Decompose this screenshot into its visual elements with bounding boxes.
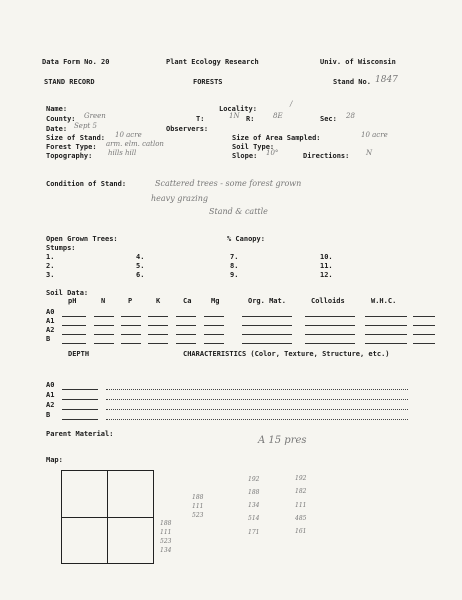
calc-1: 188 bbox=[248, 489, 260, 496]
soil-blank-line bbox=[148, 316, 168, 317]
tree-num: 3. bbox=[46, 271, 55, 279]
tree-num: 5. bbox=[136, 262, 145, 270]
soil-blank-line bbox=[176, 334, 196, 335]
soil-blank-line bbox=[121, 316, 141, 317]
county-value: Green bbox=[84, 112, 106, 120]
soil-blank-line bbox=[242, 325, 292, 326]
condition-line-1: Scattered trees - some forest grown bbox=[155, 179, 302, 188]
soil-blank-line bbox=[176, 316, 196, 317]
calc-3: 523 bbox=[192, 512, 204, 519]
note-a: A 15 pres bbox=[258, 435, 307, 446]
tree-num: 9. bbox=[230, 271, 239, 279]
depth-line bbox=[62, 419, 98, 420]
soil-col-header: Ca bbox=[183, 297, 192, 305]
horizon-label: B bbox=[46, 335, 51, 343]
size-area-value: 10 acre bbox=[361, 131, 388, 139]
soil-blank-line bbox=[413, 316, 435, 317]
directions-value: N bbox=[366, 149, 373, 157]
soil-blank-line bbox=[204, 334, 224, 335]
tree-num: 8. bbox=[230, 262, 239, 270]
characteristics-line bbox=[106, 409, 408, 410]
size-stand-value: 10 acre bbox=[115, 131, 142, 139]
name-label: Name: bbox=[46, 105, 68, 113]
soil-blank-line bbox=[365, 343, 407, 344]
soil-blank-line bbox=[365, 334, 407, 335]
calc-2-total: 161 bbox=[295, 528, 307, 535]
soil-blank-line bbox=[204, 343, 224, 344]
depth-line bbox=[62, 399, 98, 400]
soil-blank-line bbox=[242, 316, 292, 317]
date-label: Date: bbox=[46, 125, 68, 133]
calc-4: 111 bbox=[160, 529, 172, 536]
soil-blank-line bbox=[242, 334, 292, 335]
soil-blank-line bbox=[242, 343, 292, 344]
calc-2: 111 bbox=[295, 502, 307, 509]
calc-4: 134 bbox=[160, 547, 172, 554]
locality-label: Locality: bbox=[219, 105, 257, 113]
soil-blank-line bbox=[148, 325, 168, 326]
tree-num: 1. bbox=[46, 253, 55, 261]
size-stand-label: Size of Stand: bbox=[46, 134, 106, 142]
forest-type-label: Forest Type: bbox=[46, 143, 97, 151]
soil-col-header: Mg bbox=[211, 297, 220, 305]
calc-1: 514 bbox=[248, 515, 260, 522]
calc-2: 192 bbox=[295, 475, 307, 482]
calc-1: 192 bbox=[248, 476, 260, 483]
condition-line-3: Stand & cattle bbox=[209, 207, 268, 216]
soil-col-header: K bbox=[156, 297, 161, 305]
horizon-label: A2 bbox=[46, 326, 55, 334]
characteristics-label: CHARACTERISTICS (Color, Texture, Structure, etc.) bbox=[183, 350, 390, 358]
depth-line bbox=[62, 389, 98, 390]
stumps-label: Stumps: bbox=[46, 244, 76, 252]
record-title: STAND RECORD bbox=[44, 78, 95, 86]
characteristics-line bbox=[106, 389, 408, 390]
directions-label: Directions: bbox=[303, 152, 350, 160]
canopy-label: % Canopy: bbox=[227, 235, 265, 243]
soil-blank-line bbox=[121, 325, 141, 326]
tree-num: 6. bbox=[136, 271, 145, 279]
tree-num: 7. bbox=[230, 253, 239, 261]
forest-type-value: arm. elm. catlon bbox=[106, 140, 164, 148]
soil-blank-line bbox=[94, 325, 114, 326]
range-label: R: bbox=[246, 115, 255, 123]
condition-line-2: heavy grazing bbox=[151, 194, 208, 203]
soil-blank-line bbox=[305, 325, 355, 326]
section-value: 28 bbox=[346, 112, 355, 120]
tree-num: 11. bbox=[320, 262, 333, 270]
soil-col-header: Org. Mat. bbox=[248, 297, 286, 305]
tree-num: 10. bbox=[320, 253, 333, 261]
soil-col-header: P bbox=[128, 297, 133, 305]
condition-label: Condition of Stand: bbox=[46, 180, 127, 188]
topography-label: Topography: bbox=[46, 152, 93, 160]
characteristics-line bbox=[106, 419, 408, 420]
category-title: FORESTS bbox=[193, 78, 223, 86]
depth-label: DEPTH bbox=[68, 350, 90, 358]
soil-blank-line bbox=[413, 325, 435, 326]
township-label: T: bbox=[196, 115, 205, 123]
map-divider-horizontal bbox=[62, 517, 153, 518]
tree-num: 4. bbox=[136, 253, 145, 261]
soil-blank-line bbox=[121, 334, 141, 335]
soil-blank-line bbox=[176, 325, 196, 326]
soil-blank-line bbox=[94, 343, 114, 344]
slope-value: 10° bbox=[266, 149, 279, 157]
form-number: Data Form No. 20 bbox=[42, 58, 110, 66]
map-grid bbox=[61, 470, 154, 564]
soil-col-header: W.H.C. bbox=[371, 297, 397, 305]
soil-blank-line bbox=[62, 316, 86, 317]
tree-num: 12. bbox=[320, 271, 333, 279]
soil-blank-line bbox=[148, 334, 168, 335]
calc-2: 485 bbox=[295, 515, 307, 522]
soil-blank-line bbox=[204, 325, 224, 326]
calc-3: 111 bbox=[192, 503, 204, 510]
soil-blank-line bbox=[121, 343, 141, 344]
soil-type-label: Soil Type: bbox=[232, 143, 275, 151]
topography-value: hills hill bbox=[108, 149, 137, 157]
calc-2: 182 bbox=[295, 488, 307, 495]
observers-label: Observers: bbox=[166, 125, 209, 133]
calc-3: 188 bbox=[192, 494, 204, 501]
locality-value: / bbox=[290, 100, 293, 108]
calc-1: 134 bbox=[248, 502, 260, 509]
soil-blank-line bbox=[62, 325, 86, 326]
soil-blank-line bbox=[305, 334, 355, 335]
soil-blank-line bbox=[365, 325, 407, 326]
characteristics-line bbox=[106, 399, 408, 400]
soil-blank-line bbox=[62, 343, 86, 344]
soil-blank-line bbox=[204, 316, 224, 317]
horizon-label-2: A2 bbox=[46, 401, 55, 409]
soil-blank-line bbox=[413, 343, 435, 344]
soil-blank-line bbox=[62, 334, 86, 335]
parent-material-label: Parent Material: bbox=[46, 430, 114, 438]
stand-number: 1847 bbox=[375, 75, 398, 85]
stand-label: Stand No. bbox=[333, 78, 371, 86]
horizon-label-2: B bbox=[46, 411, 51, 419]
open-grown-label: Open Grown Trees: bbox=[46, 235, 118, 243]
organization: Plant Ecology Research bbox=[166, 58, 259, 66]
soil-blank-line bbox=[94, 334, 114, 335]
horizon-label: A1 bbox=[46, 317, 55, 325]
soil-blank-line bbox=[305, 343, 355, 344]
map-label: Map: bbox=[46, 456, 63, 464]
tree-num: 2. bbox=[46, 262, 55, 270]
horizon-label-2: A1 bbox=[46, 391, 55, 399]
horizon-label: A0 bbox=[46, 308, 55, 316]
soil-col-header: Colloids bbox=[311, 297, 345, 305]
date-value: Sept 5 bbox=[74, 122, 97, 130]
soil-blank-line bbox=[305, 316, 355, 317]
slope-label: Slope: bbox=[232, 152, 258, 160]
soil-blank-line bbox=[148, 343, 168, 344]
range-value: 8E bbox=[273, 112, 283, 120]
soil-col-header: pH bbox=[68, 297, 77, 305]
calc-4: 188 bbox=[160, 520, 172, 527]
township-value: 1N bbox=[229, 112, 240, 120]
soil-label: Soil Data: bbox=[46, 289, 89, 297]
calc-1-total: 171 bbox=[248, 529, 260, 536]
soil-blank-line bbox=[94, 316, 114, 317]
soil-blank-line bbox=[176, 343, 196, 344]
university: Univ. of Wisconsin bbox=[320, 58, 396, 66]
horizon-label-2: A0 bbox=[46, 381, 55, 389]
size-area-label: Size of Area Sampled: bbox=[232, 134, 321, 142]
calc-4: 523 bbox=[160, 538, 172, 545]
soil-blank-line bbox=[413, 334, 435, 335]
soil-col-header: N bbox=[101, 297, 106, 305]
section-label: Sec: bbox=[320, 115, 337, 123]
soil-blank-line bbox=[365, 316, 407, 317]
county-label: County: bbox=[46, 115, 76, 123]
depth-line bbox=[62, 409, 98, 410]
